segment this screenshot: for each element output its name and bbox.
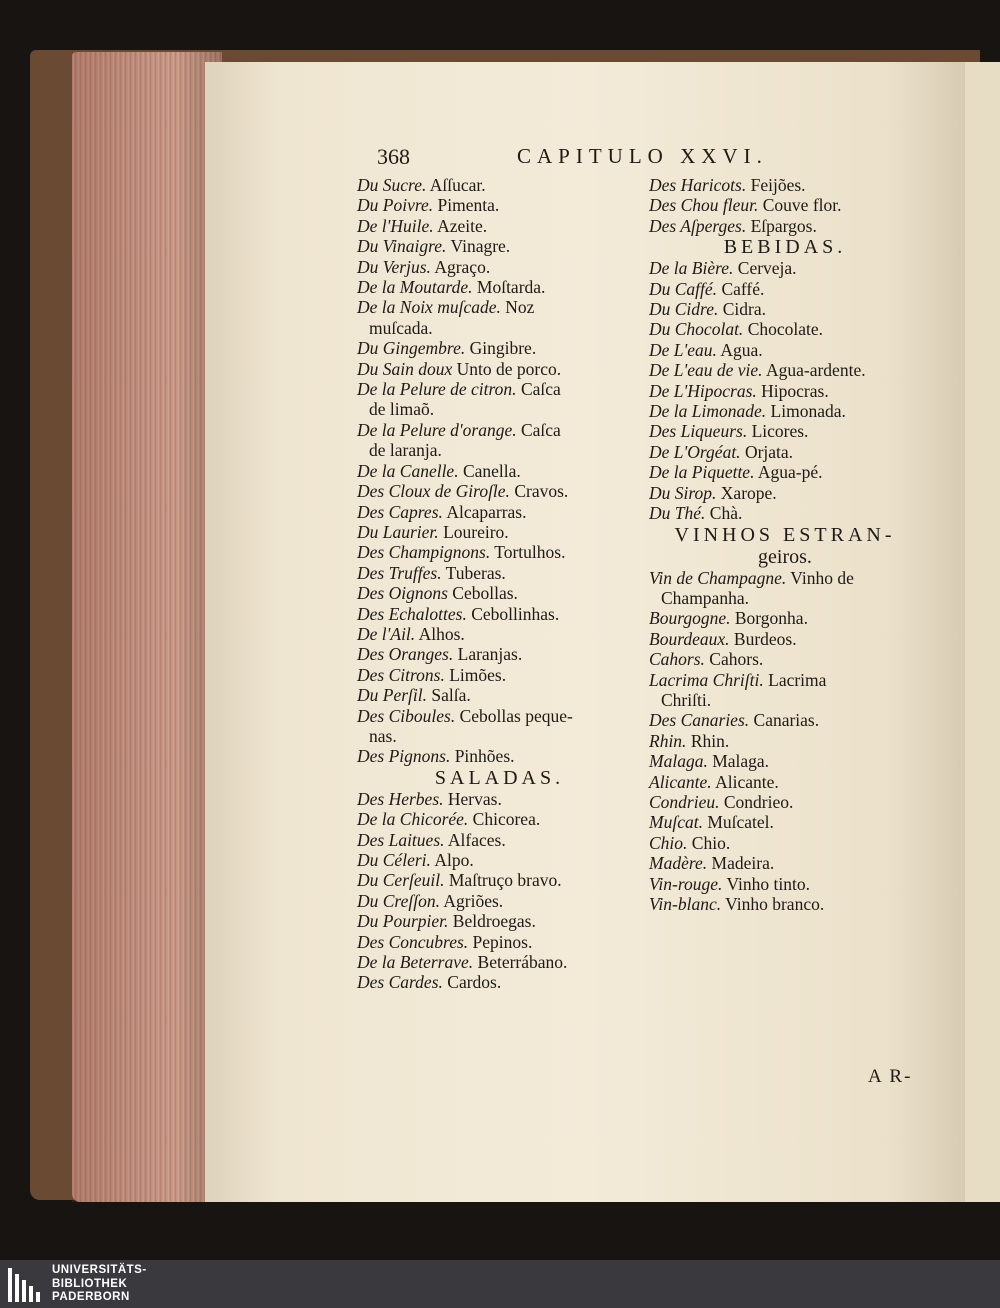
vocabulary-entry <box>357 338 642 358</box>
vocabulary-entry <box>357 932 642 952</box>
portuguese-term: Chicorea. <box>472 809 541 830</box>
french-term: Vin-blanc. <box>649 894 722 914</box>
french-term: Muſcat. <box>649 812 703 833</box>
portuguese-term: Vinagre. <box>450 236 511 257</box>
french-term: Lacrima Chriſti. <box>649 669 764 690</box>
vocabulary-entry <box>649 670 921 711</box>
french-term: Bourdeaux. <box>649 628 730 649</box>
french-term: Des Champignons. <box>357 542 491 563</box>
french-term: Du Céleri. <box>357 850 431 870</box>
portuguese-term: Unto de porco. <box>456 358 562 379</box>
vocabulary-entry <box>357 195 642 215</box>
portuguese-term: Couve flor. <box>762 195 842 216</box>
french-term: Madère. <box>649 853 708 874</box>
french-term: Des Truffes. <box>357 562 442 583</box>
catchword: A R- <box>868 1066 913 1087</box>
french-term: Des Capres. <box>357 501 443 522</box>
portuguese-term: Beldroegas. <box>452 911 536 932</box>
portuguese-term: Chà. <box>709 503 743 524</box>
french-term: Condrieu. <box>649 791 720 812</box>
portuguese-term: Borgonha. <box>734 608 808 629</box>
vocabulary-entry <box>649 649 921 669</box>
vocabulary-entry <box>649 710 921 730</box>
portuguese-term: Alhos. <box>418 623 465 644</box>
vocabulary-entry <box>357 809 642 829</box>
vocabulary-entry <box>357 624 642 644</box>
vocabulary-entry <box>357 870 642 890</box>
portuguese-term: Vinho branco. <box>725 894 825 914</box>
portuguese-term: Agua-pé. <box>757 462 823 483</box>
section-heading-text: BEBIDAS. <box>723 236 847 259</box>
french-term: De la Pelure de citron. <box>357 379 517 400</box>
vocabulary-entry <box>649 503 921 523</box>
french-term: Rhin. <box>649 730 687 751</box>
french-term: Des Pignons. <box>357 746 451 767</box>
vocabulary-entry <box>649 483 921 503</box>
vocabulary-entry <box>357 502 642 522</box>
vocabulary-entry <box>649 792 921 812</box>
vocabulary-entry <box>649 195 921 215</box>
vocabulary-entry <box>649 360 921 380</box>
portuguese-term: Limonada. <box>770 401 846 422</box>
portuguese-term: Xarope. <box>720 482 777 503</box>
french-term: Des Chou fleur. <box>649 195 759 216</box>
french-term: Des Oignons <box>357 583 448 604</box>
facing-page-edge <box>960 62 1000 1202</box>
vocabulary-entry <box>649 340 921 360</box>
vocabulary-entry <box>649 874 921 894</box>
vocabulary-entry <box>357 522 642 542</box>
portuguese-term: Cerveja. <box>737 258 797 279</box>
portuguese-term: Cahors. <box>709 649 764 670</box>
portuguese-term: Hervas. <box>447 788 502 809</box>
portuguese-term: Beterrábano. <box>477 952 568 973</box>
french-term: Vin-rouge. <box>649 873 723 894</box>
french-term: Des Cloux de Giroſle. <box>357 481 510 502</box>
portuguese-term: Agua. <box>720 339 763 360</box>
french-term: Cahors. <box>649 649 705 670</box>
section-heading <box>649 236 921 258</box>
portuguese-term: Agraço. <box>434 256 491 277</box>
portuguese-term: Chocolate. <box>747 319 824 340</box>
french-term: De L'Hipocras. <box>649 380 757 401</box>
vocabulary-entry <box>649 442 921 462</box>
portuguese-term: Maſtruço bravo. <box>448 870 562 891</box>
french-term: Du Caffé. <box>649 278 718 299</box>
library-name-line: UNIVERSITÄTS- <box>52 1264 147 1276</box>
vocabulary-entry <box>649 833 921 853</box>
french-term: Des Liqueurs. <box>649 421 748 442</box>
section-heading-text: VINHOS ESTRAN- <box>674 523 896 546</box>
portuguese-term: Tortulhos. <box>494 542 566 563</box>
portuguese-term: Limões. <box>449 664 507 685</box>
french-term: Du Sain doux <box>357 358 453 379</box>
french-term: De la Moutarde. <box>357 277 473 298</box>
french-term: Des Laitues. <box>357 829 445 850</box>
library-footer <box>0 1260 1000 1308</box>
french-term: Du Thé. <box>649 503 706 524</box>
french-term: Du Creſſon. <box>357 890 440 911</box>
portuguese-term: Aſſucar. <box>429 175 486 195</box>
french-term: De L'Orgéat. <box>649 441 741 462</box>
portuguese-term: Burdeos. <box>733 628 797 649</box>
portuguese-term: Orjata. <box>744 441 794 462</box>
vocabulary-entry <box>357 379 642 420</box>
portuguese-term: Tuberas. <box>445 562 506 583</box>
french-term: Du Sucre. <box>357 175 427 195</box>
vocabulary-entry <box>357 216 642 236</box>
vocabulary-entry <box>649 608 921 628</box>
french-term: Du Pourpier. <box>357 911 449 932</box>
french-term: De l'Ail. <box>357 623 416 644</box>
portuguese-term: Lacrima <box>768 669 827 690</box>
french-term: De l'Huile. <box>357 215 434 236</box>
chapter-title: CAPITULO XXVI. <box>517 144 768 168</box>
french-term: De la Limonade. <box>649 401 767 422</box>
portuguese-term: Pepinos. <box>472 931 533 952</box>
portuguese-term: Canarias. <box>753 710 820 731</box>
portuguese-term: Laranjas. <box>457 644 523 665</box>
vocabulary-entry <box>357 542 642 562</box>
vocabulary-entry <box>357 685 642 705</box>
vocabulary-entry <box>357 972 642 992</box>
portuguese-term: Vinho de <box>790 567 854 588</box>
portuguese-term: Canella. <box>462 460 521 481</box>
portuguese-term-continuation: muſcada. <box>369 317 433 338</box>
french-term: Alicante. <box>649 771 712 792</box>
vocabulary-entry <box>357 359 642 379</box>
vocabulary-entry <box>357 706 642 747</box>
french-term: Malaga. <box>649 751 708 772</box>
library-name-line: BIBLIOTHEK <box>52 1277 128 1290</box>
portuguese-term: Cebollinhas. <box>471 603 560 624</box>
vocabulary-entry <box>357 911 642 931</box>
portuguese-term: Salſa. <box>431 685 471 706</box>
vocabulary-entry <box>649 812 921 832</box>
french-term: Du Chocolat. <box>649 319 744 340</box>
portuguese-term: Hipocras. <box>761 380 829 401</box>
french-term: Des Citrons. <box>357 664 445 685</box>
french-term: Du Cerſeuil. <box>357 870 445 891</box>
vocabulary-entry <box>649 894 921 914</box>
vocabulary-entry <box>357 665 642 685</box>
portuguese-term: Agua-ardente. <box>765 360 866 381</box>
portuguese-term: Vinho tinto. <box>726 873 810 894</box>
french-term: Vin de Champagne. <box>649 567 787 588</box>
portuguese-term: Cidra. <box>722 299 766 320</box>
portuguese-term: Alicante. <box>715 771 779 792</box>
vocabulary-entry <box>649 772 921 792</box>
french-term: Des Ciboules. <box>357 705 456 726</box>
french-term: Du Cidre. <box>649 299 719 320</box>
portuguese-term: Cebollas peque- <box>459 705 573 726</box>
portuguese-term: Agriões. <box>443 890 504 911</box>
portuguese-term: Chio. <box>691 832 731 853</box>
vocabulary-entry <box>649 421 921 441</box>
vocabulary-entry <box>357 257 642 277</box>
vocabulary-entry <box>649 462 921 482</box>
vocabulary-entry <box>357 850 642 870</box>
portuguese-term: Cardos. <box>447 972 502 993</box>
vocabulary-entry <box>357 830 642 850</box>
french-term: De la Chicorée. <box>357 809 469 830</box>
french-term: Du Vinaigre. <box>357 236 447 257</box>
portuguese-term: Pimenta. <box>437 195 500 216</box>
portuguese-term: Alpo. <box>434 850 474 870</box>
french-term: Du Poivre. <box>357 195 434 216</box>
section-heading-text: SALADAS. <box>434 766 565 789</box>
vocabulary-entry <box>357 175 642 195</box>
book-page <box>205 62 965 1202</box>
french-term: Des Concubres. <box>357 931 469 952</box>
french-term: De L'eau. <box>649 339 717 360</box>
vocabulary-entry <box>649 299 921 319</box>
french-term: De la Pelure d'orange. <box>357 419 517 440</box>
french-term: Du Laurier. <box>357 521 439 542</box>
vocabulary-entry <box>357 420 642 461</box>
portuguese-term: Noz <box>505 297 535 318</box>
portuguese-term: Loureiro. <box>443 521 509 542</box>
vocabulary-entry <box>649 568 921 609</box>
french-term: De L'eau de vie. <box>649 360 763 381</box>
portuguese-term: Caſca <box>520 419 561 440</box>
right-column <box>649 175 921 914</box>
french-term: Des Echalottes. <box>357 603 467 624</box>
portuguese-term: Malaga. <box>712 751 770 772</box>
vocabulary-entry <box>357 583 642 603</box>
vocabulary-entry <box>357 746 642 766</box>
french-term: Du Verjus. <box>357 256 431 277</box>
vocabulary-entry <box>649 279 921 299</box>
portuguese-term: Licores. <box>751 421 809 442</box>
page-number: 368 <box>377 144 410 169</box>
portuguese-term: Caffé. <box>721 278 765 299</box>
vocabulary-entry <box>649 853 921 873</box>
portuguese-term: Cebollas. <box>452 583 518 604</box>
vocabulary-entry <box>357 604 642 624</box>
portuguese-term: Moſtarda. <box>476 277 546 298</box>
portuguese-term: Alcaparras. <box>446 501 527 522</box>
vocabulary-entry <box>357 236 642 256</box>
vocabulary-entry <box>357 891 642 911</box>
french-term: Des Cardes. <box>357 972 443 993</box>
french-term: De la Canelle. <box>357 460 459 481</box>
french-term: Du Gingembre. <box>357 338 466 359</box>
section-heading <box>649 524 921 568</box>
portuguese-term: Gingibre. <box>469 338 537 359</box>
library-name-line: PADERBORN <box>52 1291 130 1303</box>
portuguese-term: Condrieo. <box>723 791 794 812</box>
vocabulary-entry <box>649 401 921 421</box>
vocabulary-entry <box>649 381 921 401</box>
vocabulary-entry <box>357 563 642 583</box>
vocabulary-entry <box>649 751 921 771</box>
french-term: Du Sirop. <box>649 482 717 503</box>
vocabulary-entry <box>357 481 642 501</box>
vocabulary-entry <box>649 175 921 195</box>
vocabulary-entry <box>357 789 642 809</box>
vocabulary-entry <box>357 277 642 297</box>
french-term: Des Herbes. <box>357 788 444 809</box>
portuguese-term: Muſcatel. <box>707 812 774 833</box>
french-term: Du Perſil. <box>357 685 427 706</box>
vocabulary-entry <box>357 461 642 481</box>
portuguese-term-continuation: de laranja. <box>369 440 442 461</box>
vocabulary-entry <box>649 731 921 751</box>
french-term: Des Aſperges. <box>649 215 747 236</box>
vocabulary-entry <box>357 952 642 972</box>
french-term: De la Bière. <box>649 258 734 279</box>
portuguese-term-continuation: Champanha. <box>661 587 749 608</box>
vocabulary-entry <box>357 297 642 338</box>
section-heading-continuation: geiros. <box>758 545 812 568</box>
portuguese-term: Pinhões. <box>454 746 515 767</box>
portuguese-term: Alfaces. <box>447 829 506 850</box>
portuguese-term: Cravos. <box>514 481 569 502</box>
french-term: Chio. <box>649 832 688 853</box>
left-column <box>357 175 642 993</box>
running-head <box>205 144 965 174</box>
portuguese-term: Caſca <box>520 379 561 400</box>
french-term: Bourgogne. <box>649 608 731 629</box>
vocabulary-entry <box>649 319 921 339</box>
french-term: Des Canaries. <box>649 710 750 731</box>
french-term: De la Piquette. <box>649 462 755 483</box>
portuguese-term: Madeira. <box>711 853 775 874</box>
vocabulary-entry <box>357 644 642 664</box>
french-term: Des Oranges. <box>357 644 454 665</box>
page-edges <box>72 52 222 1202</box>
section-heading <box>357 767 642 789</box>
portuguese-term-continuation: Chriſti. <box>661 689 712 710</box>
portuguese-term: Feijões. <box>750 175 806 195</box>
library-logo-icon <box>6 1264 46 1304</box>
portuguese-term-continuation: de limaõ. <box>369 399 435 420</box>
french-term: Des Haricots. <box>649 175 747 195</box>
vocabulary-entry <box>649 216 921 236</box>
library-name <box>52 1264 147 1305</box>
french-term: De la Noix muſcade. <box>357 297 501 318</box>
portuguese-term: Rhin. <box>690 730 730 751</box>
french-term: De la Beterrave. <box>357 952 474 973</box>
portuguese-term-continuation: nas. <box>369 725 397 746</box>
vocabulary-entry <box>649 629 921 649</box>
portuguese-term: Eſpargos. <box>750 215 817 236</box>
vocabulary-entry <box>649 258 921 278</box>
portuguese-term: Azeite. <box>437 215 488 236</box>
